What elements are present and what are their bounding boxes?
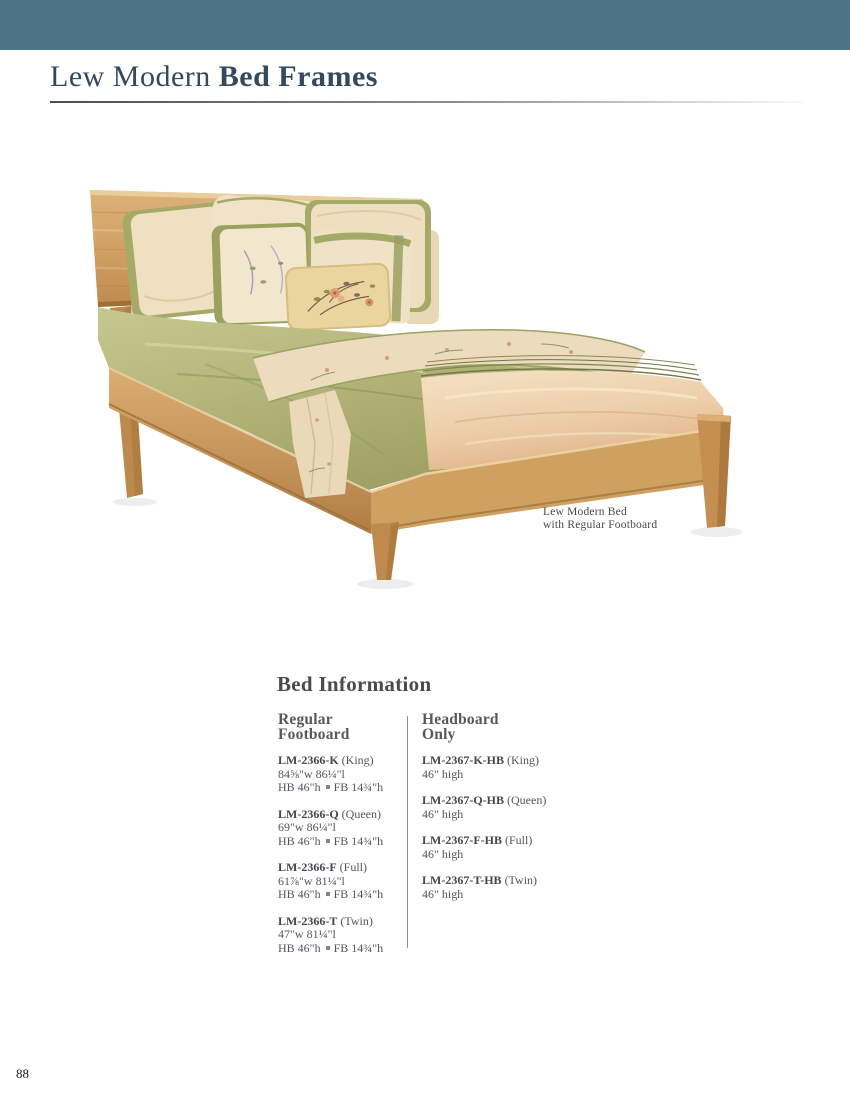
product-entry (278, 754, 400, 795)
product-size: (King) (341, 753, 374, 767)
hb-height: HB 46"h (278, 940, 321, 955)
product-code: LM-2366-T (278, 913, 338, 928)
product-size: (Queen) (341, 806, 381, 821)
page-title (50, 60, 378, 94)
product-entry (422, 874, 572, 901)
product-entry (422, 754, 572, 781)
product-dimensions: 47"w 81¼"l (278, 927, 336, 941)
square-bullet-icon (326, 785, 330, 789)
page-number: 88 (16, 1066, 29, 1081)
floral-accent-pillow (285, 263, 390, 330)
product-size: (Queen) (507, 793, 547, 807)
product-height: 46" high (422, 846, 464, 861)
product-entry (278, 808, 400, 849)
bed-information-heading: Bed Information (277, 672, 432, 696)
product-entry (422, 794, 572, 821)
product-dimensions: 61⅞"w 81¼"l (278, 873, 345, 888)
product-dimensions: 69"w 86¼"l (278, 820, 336, 834)
product-entry (278, 861, 400, 902)
product-code: LM-2367-T-HB (422, 873, 502, 887)
product-code: LM-2366-K (278, 753, 339, 767)
fb-height: FB 14¾"h (333, 833, 384, 848)
square-bullet-icon (326, 946, 330, 950)
product-code: LM-2366-Q (278, 806, 339, 821)
hb-height: HB 46"h (278, 833, 321, 848)
product-code: LM-2367-F-HB (422, 833, 502, 847)
photo-caption-line1: Lew Modern Bed (543, 506, 627, 518)
page-title-bold: Bed Frames (218, 60, 378, 93)
product-size: (Full) (339, 860, 367, 874)
product-entry (278, 915, 400, 956)
regular-footboard-heading: Regular Footboard (278, 711, 350, 743)
product-height: 46" high (422, 806, 464, 821)
footboard-post (697, 414, 731, 528)
headboard-only-heading: Headboard Only (422, 711, 499, 743)
fb-height: FB 14¾"h (333, 887, 384, 901)
square-bullet-icon (326, 892, 330, 896)
title-divider-rule (50, 101, 803, 103)
headboard-only-column (422, 712, 572, 914)
product-height: 46" high (422, 766, 464, 781)
header-color-bar (0, 0, 850, 50)
product-code: LM-2367-K-HB (422, 753, 504, 767)
product-code: LM-2367-Q-HB (422, 793, 504, 807)
product-size: (Twin) (340, 913, 373, 928)
photo-caption (543, 506, 657, 532)
pillows (121, 194, 439, 330)
hb-height: HB 46"h (278, 780, 321, 794)
square-bullet-icon (326, 839, 330, 843)
product-dimensions: 84⅝"w 86¼"l (278, 766, 345, 781)
hb-height: HB 46"h (278, 887, 321, 901)
product-size: (Full) (505, 833, 533, 847)
front-left-leg (371, 522, 399, 580)
product-height: 46" high (422, 886, 464, 901)
regular-footboard-column (278, 712, 400, 968)
photo-caption-line2: with Regular Footboard (543, 519, 658, 531)
fb-height: FB 14¾"h (333, 780, 384, 794)
product-size: (Twin) (504, 873, 538, 887)
product-size: (King) (507, 753, 539, 767)
product-entry (422, 834, 572, 861)
column-divider (407, 716, 408, 948)
page-title-regular: Lew Modern (50, 60, 219, 93)
fb-height: FB 14¾"h (333, 940, 384, 955)
product-code: LM-2366-F (278, 860, 337, 874)
bed-photo-illustration (85, 172, 745, 607)
